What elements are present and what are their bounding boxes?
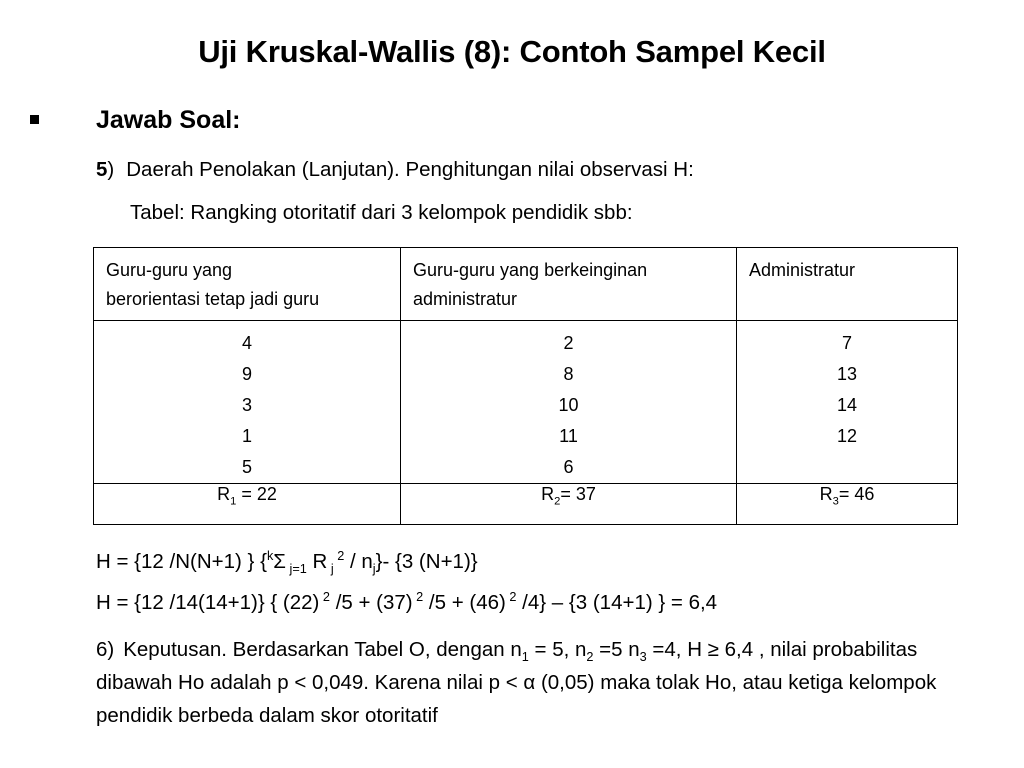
formula-part: /5 + (37) bbox=[330, 591, 413, 614]
formula-part: R bbox=[306, 550, 328, 573]
formula-part: / n bbox=[344, 550, 373, 573]
formula-sub: j=1 bbox=[285, 561, 307, 577]
step-6-sub: 2 bbox=[586, 649, 594, 665]
step-6-sub: 3 bbox=[639, 649, 647, 665]
rank-value: 10 bbox=[558, 395, 579, 415]
rank-value: 11 bbox=[559, 426, 578, 446]
header-text: administratur bbox=[413, 289, 518, 309]
step-6-sub: 1 bbox=[521, 649, 529, 665]
sum-cell-r1 bbox=[94, 484, 401, 525]
step-6-text: Keputusan. Berdasarkan Tabel O, dengan n bbox=[123, 638, 522, 661]
formula-part: /4} – {3 (14+1) } = 6,4 bbox=[516, 591, 718, 614]
sum-label: R bbox=[217, 484, 231, 504]
header-cell-teachers bbox=[94, 248, 401, 321]
section-heading: Jawab Soal: bbox=[96, 106, 241, 134]
rank-value: 1 bbox=[241, 426, 252, 446]
values-cell-col2 bbox=[401, 321, 737, 484]
formula-part: H = {12 /N(N+1) } { bbox=[96, 550, 267, 573]
rank-value: 9 bbox=[241, 364, 252, 384]
sum-value: = 37 bbox=[560, 484, 596, 504]
sum-subscript: 1 bbox=[230, 495, 237, 508]
table-sum-row bbox=[94, 484, 958, 525]
formula-sup: k bbox=[266, 548, 274, 564]
step-5-number: 5 bbox=[96, 158, 108, 181]
formula-part: }- {3 (N+1)} bbox=[375, 550, 478, 573]
rank-value: 3 bbox=[241, 395, 252, 415]
step-6-text: =4, H ≥ 6,4 , nilai probabilitas dibawah Ho adalah p < 0,049. Karena nilai p < α (0,05) maka tolak Ho, atau ketiga kelompok pendidik berbeda dalam skor otoritatif bbox=[96, 638, 937, 727]
header-text: berorientasi tetap jadi guru bbox=[106, 289, 320, 309]
rank-value: 13 bbox=[836, 364, 858, 384]
header-cell-administrators bbox=[737, 248, 958, 321]
formula-sub: j bbox=[372, 561, 376, 577]
sum-label: R bbox=[819, 484, 833, 504]
formula-sup: 2 bbox=[412, 589, 424, 605]
sum-subscript: 3 bbox=[832, 495, 839, 508]
formula-sup: 2 bbox=[505, 589, 517, 605]
sum-subscript: 2 bbox=[554, 495, 561, 508]
rank-value: 8 bbox=[563, 364, 574, 384]
header-text: Guru-guru yang berkeinginan bbox=[413, 260, 648, 280]
rank-value: 12 bbox=[836, 426, 858, 446]
rank-table bbox=[93, 247, 958, 525]
step-6-number: 6) bbox=[96, 638, 115, 661]
formula-part: H = {12 /14(14+1)} { (22) bbox=[96, 591, 320, 614]
sum-value: = 22 bbox=[236, 484, 277, 504]
table-header-row bbox=[94, 248, 958, 321]
sum-label: R bbox=[541, 484, 555, 504]
header-text: Guru-guru yang bbox=[106, 260, 233, 280]
rank-value: 7 bbox=[841, 333, 852, 353]
step-6-paragraph bbox=[96, 633, 996, 732]
rank-value: 2 bbox=[563, 333, 574, 353]
rank-value: 4 bbox=[241, 333, 252, 353]
table-values-row bbox=[94, 321, 958, 484]
values-cell-col1 bbox=[94, 321, 401, 484]
table-caption: Tabel: Rangking otoritatif dari 3 kelompok pendidik sbb: bbox=[130, 201, 633, 224]
step-5-text: Daerah Penolakan (Lanjutan). Penghitungan nilai observasi H: bbox=[126, 158, 694, 181]
header-cell-aspiring-admins bbox=[401, 248, 737, 321]
rank-value: 6 bbox=[563, 457, 574, 477]
slide-title: Uji Kruskal-Wallis (8): Contoh Sampel Kecil bbox=[198, 34, 826, 69]
sigma-symbol: Σ bbox=[273, 550, 286, 573]
formula-sup: 2 bbox=[333, 548, 345, 564]
formula-computed bbox=[96, 591, 717, 615]
header-text: Administratur bbox=[749, 260, 856, 280]
sum-cell-r3 bbox=[737, 484, 958, 525]
rank-value: 14 bbox=[836, 395, 858, 415]
sum-value: = 46 bbox=[838, 484, 875, 504]
formula-part: /5 + (46) bbox=[423, 591, 506, 614]
values-cell-col3 bbox=[737, 321, 958, 484]
formula-sub: j bbox=[327, 561, 334, 577]
sum-cell-r2 bbox=[401, 484, 737, 525]
step-6-text: = 5, n bbox=[528, 638, 587, 661]
rank-value: 5 bbox=[241, 457, 252, 477]
bullet-square-icon bbox=[30, 115, 39, 124]
formula-sup: 2 bbox=[319, 589, 330, 605]
step-5-line: 5) Daerah Penolakan (Lanjutan). Penghitungan nilai observasi H: bbox=[96, 158, 694, 181]
step-6-text: =5 n bbox=[593, 638, 640, 661]
formula-general bbox=[96, 548, 478, 577]
